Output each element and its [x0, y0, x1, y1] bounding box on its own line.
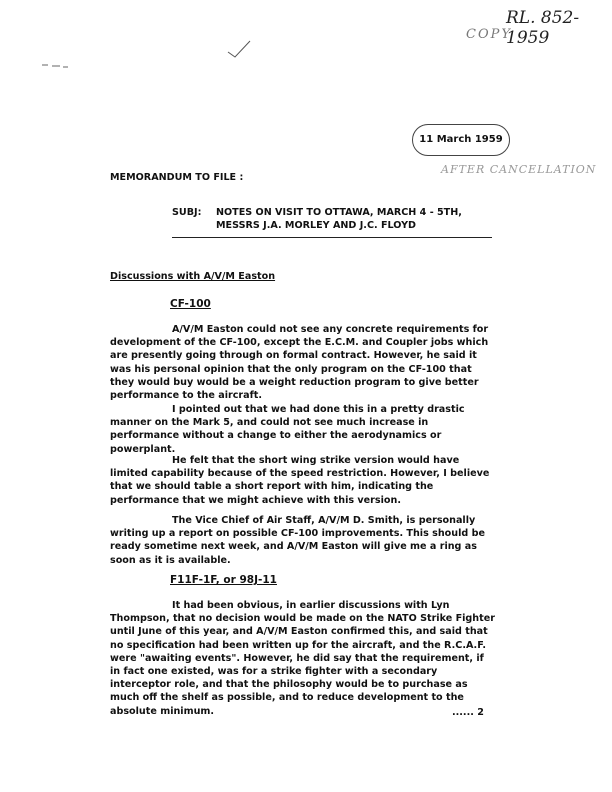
- subject-line-2: MESSRS J.A. MORLEY AND J.C. FLOYD: [216, 220, 417, 231]
- f11f-paragraph-1: It had been obvious, in earlier discussions with Lyn Thompson, that no decision would be made on the NATO Strike Fighter until June of this year, and A/V/M Easton confirmed this, and said that no specification had been written up for the aircraft, and the R.C.A.F. were "awaiting events". However, he did say that the requirement, if in fact one existed, was for a strike fighter with a secondary interceptor role, and that the philosophy would be to purchase as much off the shelf as possible, and to reduce development to the absolute minimum.: [110, 600, 495, 717]
- subject-line-1: NOTES ON VISIT TO OTTAWA, MARCH 4 - 5TH,: [216, 207, 462, 218]
- cf100-paragraph-4: The Vice Chief of Air Staff, A/V/M D. Smith, is personally writing up a report on possible CF-100 improvements. This should be ready sometime next week, and A/V/M Easton will give me a ring as soon as it is available.: [110, 515, 485, 566]
- cf100-paragraph-1: A/V/M Easton could not see any concrete requirements for development of the CF-100, except the E.C.M. and Coupler jobs which are presently going through on formal contract. However, he said it was his personal opinion that the only program on the CF-100 that they would buy would be a weight reduction program to give better performance to the aircraft.: [110, 324, 489, 402]
- reference-annotation: RL. 852-1959: [506, 8, 580, 48]
- pen-mark-icon: [40, 60, 70, 70]
- subject-rule: [172, 237, 492, 238]
- memo-date: 11 March 1959: [419, 134, 503, 146]
- date-stamp: [412, 124, 510, 156]
- memo-to-label: MEMORANDUM TO FILE :: [110, 172, 244, 183]
- f11f-heading: F11F-1F, or 98J-11: [170, 574, 277, 586]
- subject-label: SUBJ:: [172, 207, 202, 218]
- cf100-paragraph-2: I pointed out that we had done this in a pretty drastic manner on the Mark 5, and could not see much increase in performance without a change to either the aerodynamics or powerplant.: [110, 404, 465, 455]
- after-cancellation-annotation: AFTER CANCELLATION: [441, 163, 597, 176]
- copy-annotation: COPY: [466, 27, 512, 42]
- check-mark-icon: [226, 38, 252, 60]
- continuation-marker: ...... 2: [452, 707, 484, 718]
- cf100-paragraph-3: He felt that the short wing strike version would have limited capability because of the speed restriction. However, I believe that we should table a short report with him, indicating the performance that we might achieve with this version.: [110, 455, 490, 506]
- section-title: Discussions with A/V/M Easton: [110, 271, 276, 282]
- cf100-heading: CF-100: [170, 298, 211, 310]
